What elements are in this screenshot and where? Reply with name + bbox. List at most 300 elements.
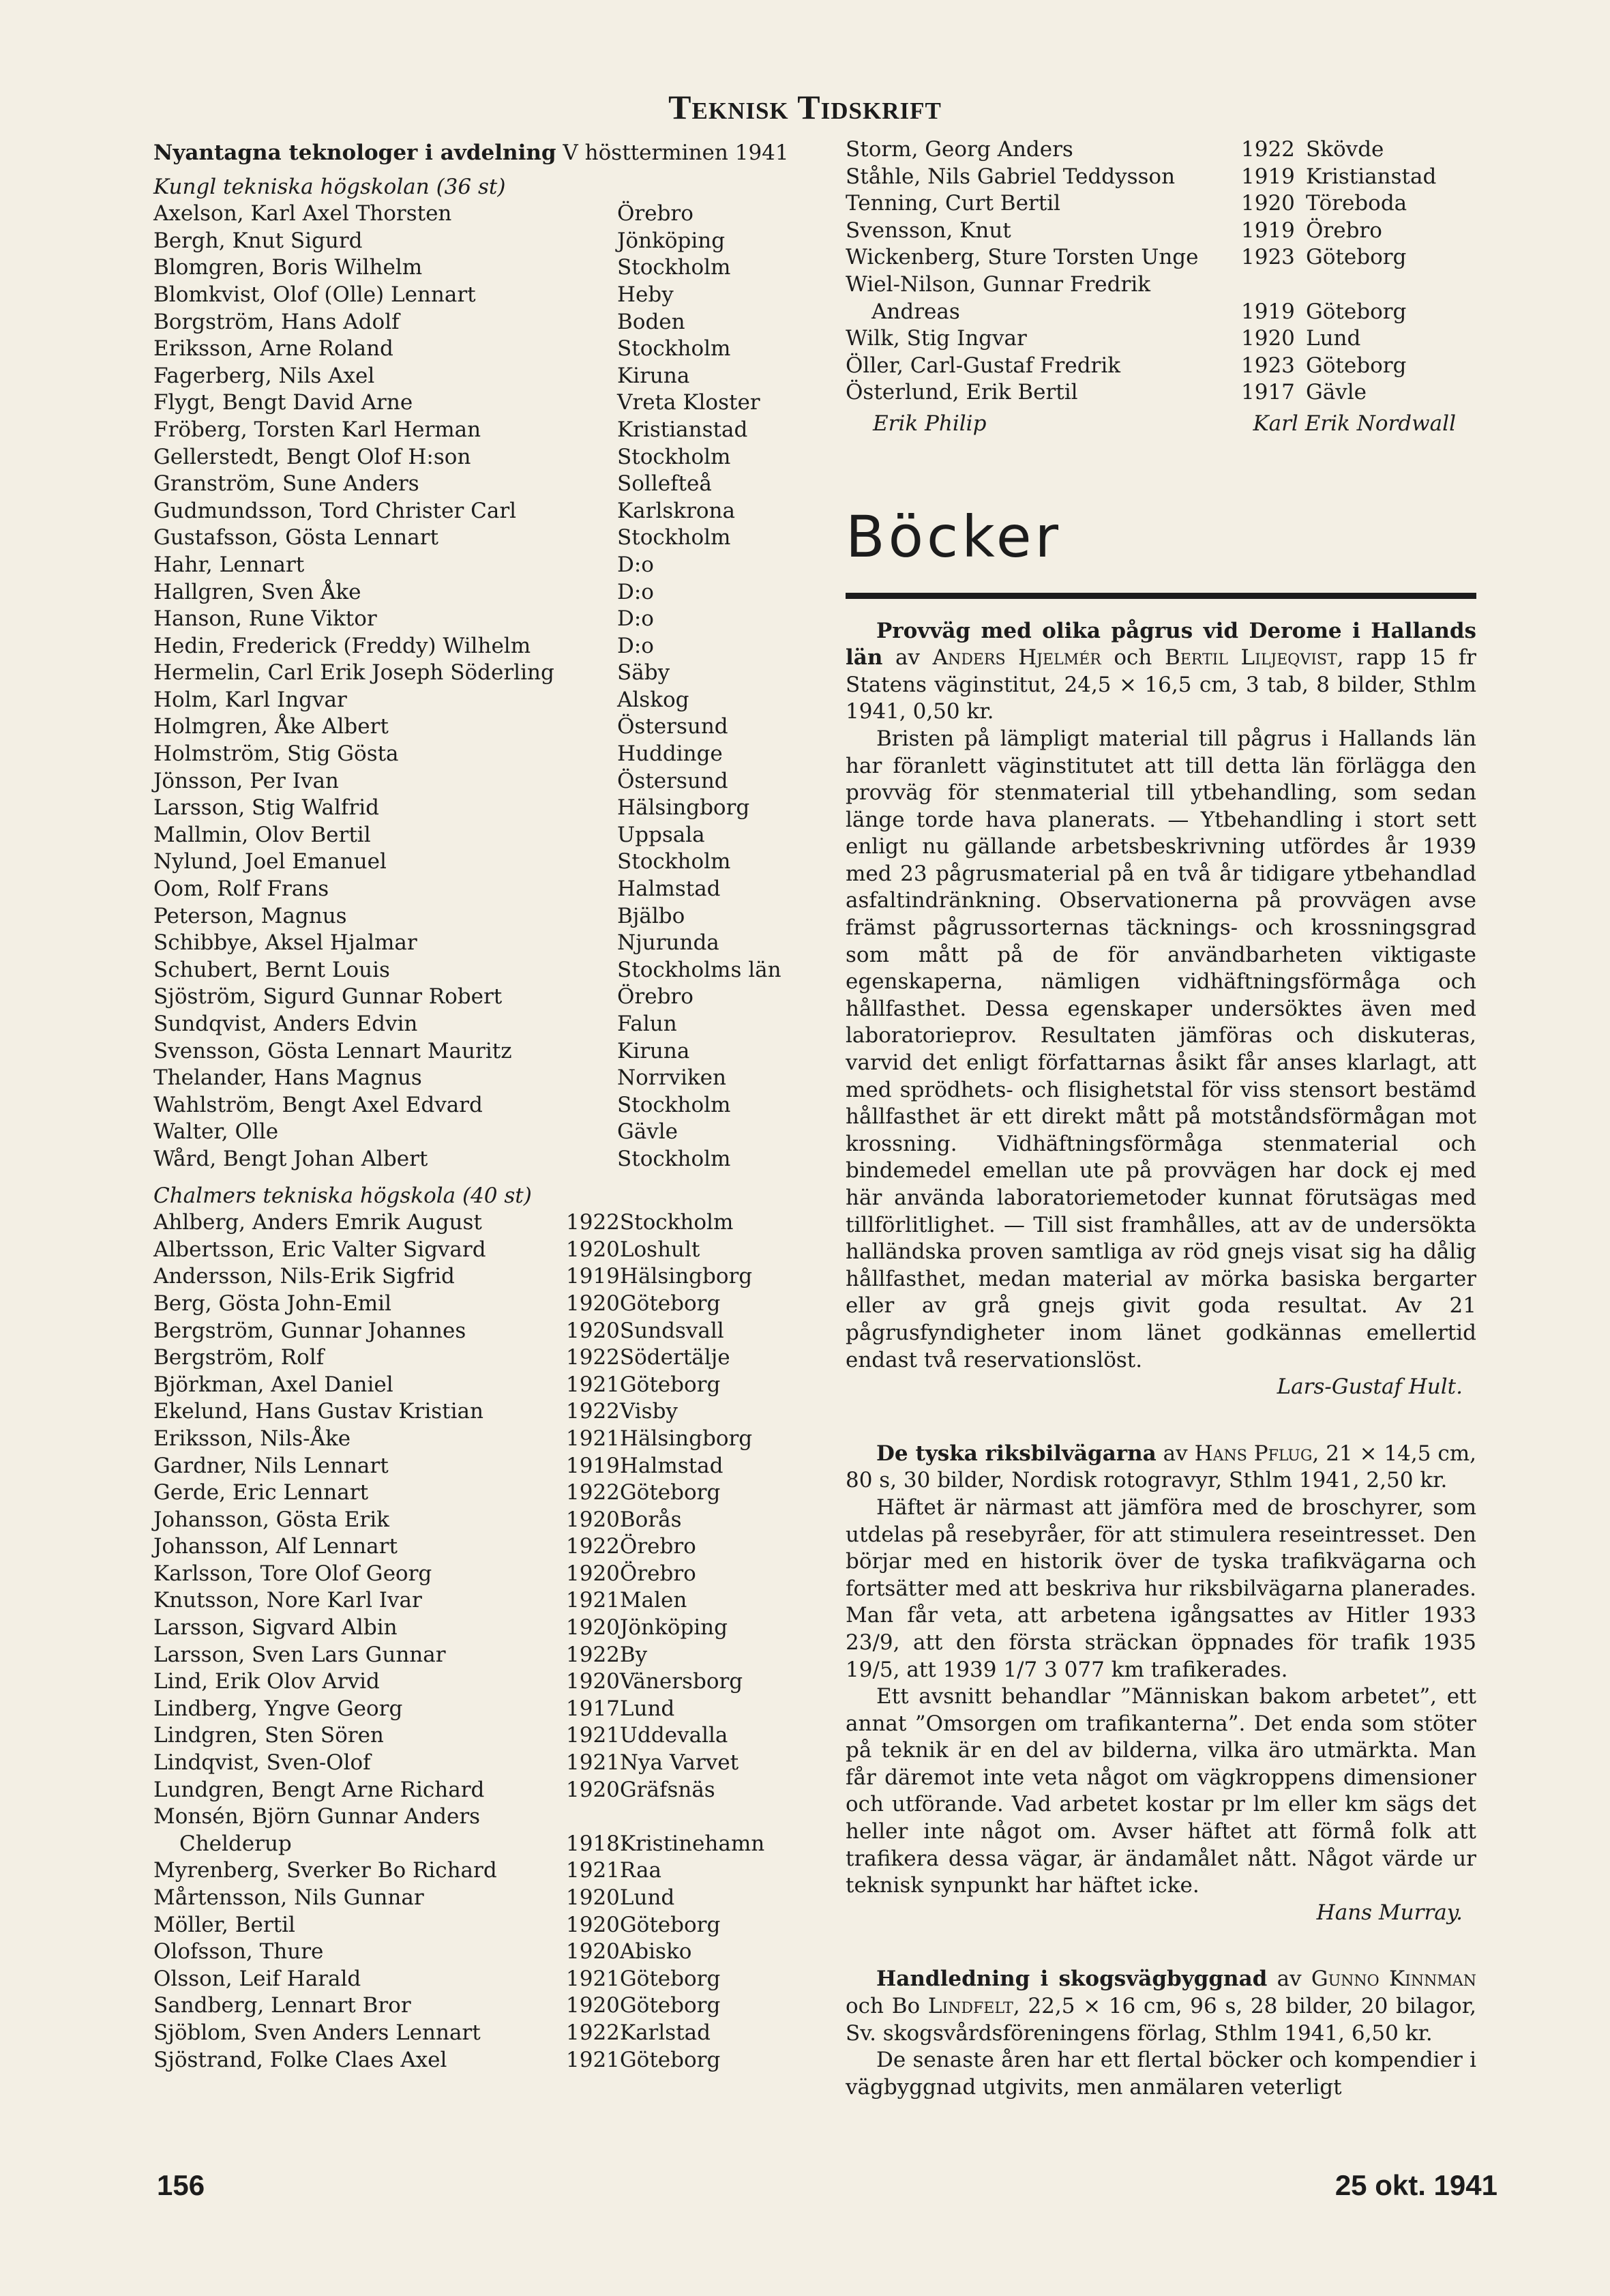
student-row <box>153 903 781 930</box>
student-row <box>153 1011 781 1038</box>
kth-heading-name: Kungl tekniska högskolan <box>153 174 430 199</box>
chalmers-heading: Chalmers tekniska högskola (40 st) <box>153 1183 532 1208</box>
student-row <box>153 1372 764 1399</box>
review-skogsvag-author1: Gunno Kinnman <box>1311 1967 1476 1992</box>
chalmers-student-table <box>153 1209 764 2074</box>
student-name: Lundgren, Bengt Arne Richard <box>153 1777 485 1802</box>
home-town: Göteborg <box>1306 245 1407 270</box>
student-name: Schubert, Bernt Louis <box>153 957 390 982</box>
student-row <box>153 1237 764 1264</box>
home-town: Kristinehamn <box>619 1831 765 1856</box>
student-row <box>153 389 781 417</box>
student-name: Bergström, Gunnar Johannes <box>153 1318 466 1343</box>
home-town: Halmstad <box>617 877 721 902</box>
student-name: Wickenberg, Sture Torsten Unge <box>846 245 1199 270</box>
student-name: Olsson, Leif Harald <box>153 1966 361 1991</box>
student-name: Lindberg, Yngve Georg <box>153 1696 403 1721</box>
student-name: Nylund, Joel Emanuel <box>153 849 387 874</box>
birth-year: 1920 <box>566 1561 620 1586</box>
home-town: Karlskrona <box>617 498 735 523</box>
student-name: Axelson, Karl Axel Thorsten <box>153 201 452 226</box>
student-name: Borgström, Hans Adolf <box>153 309 400 334</box>
student-row <box>153 687 781 714</box>
student-row <box>153 309 781 336</box>
student-row <box>846 299 1436 326</box>
page-number: 156 <box>157 2169 205 2201</box>
home-town: Malen <box>619 1588 687 1613</box>
student-row <box>153 444 781 471</box>
home-town: Jönköping <box>617 228 726 253</box>
home-town: Kiruna <box>617 363 690 388</box>
home-town: Göteborg <box>619 1291 721 1316</box>
review-riksbilvagarna-author: Hans Pflug <box>1194 1441 1313 1466</box>
birth-year: 1922 <box>566 1480 620 1505</box>
home-town: Stockholms län <box>617 957 781 982</box>
student-row <box>153 417 781 444</box>
birth-year: 1920 <box>566 1912 620 1937</box>
student-row <box>846 218 1436 245</box>
student-name: Gerde, Eric Lennart <box>153 1480 369 1505</box>
student-row <box>153 1561 764 1588</box>
kth-student-table <box>153 201 781 1173</box>
review-skogsvag-body: De senaste åren har ett flertal böcker och kompendier i vägbyggnad utgivits, men anmälaren veterligt <box>846 2048 1476 2100</box>
home-town: Sundsvall <box>619 1318 724 1343</box>
review-provvag-author2: Bertil Liljeqvist <box>1164 645 1337 671</box>
student-row <box>846 271 1436 299</box>
student-name: Fröberg, Torsten Karl Herman <box>153 417 481 442</box>
home-town: Töreboda <box>1306 191 1407 216</box>
home-town: Göteborg <box>619 1480 721 1505</box>
birth-year: 1921 <box>566 1858 620 1883</box>
student-row <box>846 190 1436 218</box>
student-name: Wahlström, Bengt Axel Edvard <box>153 1092 483 1117</box>
review-skogsvag <box>846 1966 1476 2101</box>
student-row <box>153 1398 764 1426</box>
birth-year: 1920 <box>566 1615 620 1640</box>
student-name: Blomkvist, Olof (Olle) Lennart <box>153 282 476 307</box>
home-town: Kiruna <box>617 1038 690 1063</box>
home-town: Boden <box>617 309 685 334</box>
student-row <box>153 1065 781 1092</box>
birth-year: 1920 <box>1241 191 1295 216</box>
student-row <box>153 1318 764 1345</box>
student-name: Fagerberg, Nils Axel <box>153 363 375 388</box>
review-provvag-details: , rapp 15 fr Statens väginstitut, 24,5 × 16,5 cm, 3 tab, 8 bilder, Sthlm 1941, 0,50 kr. <box>846 645 1476 724</box>
student-name: Flygt, Bengt David Arne <box>153 390 413 415</box>
home-town: Jönköping <box>619 1615 728 1640</box>
student-name: Österlund, Erik Bertil <box>846 380 1078 405</box>
home-town: Stockholm <box>617 444 731 469</box>
student-row <box>153 1092 781 1119</box>
review-skogsvag-author2: Lindfelt <box>927 1994 1013 2019</box>
student-name: Gudmundsson, Tord Christer Carl <box>153 498 517 523</box>
student-name: Albertsson, Eric Valter Sigvard <box>153 1237 486 1262</box>
birth-year <box>1241 271 1306 299</box>
home-town: Vänersborg <box>619 1669 743 1694</box>
student-name: Olofsson, Thure <box>153 1939 324 1964</box>
home-town: Lund <box>619 1885 675 1910</box>
birth-year: 1918 <box>566 1831 620 1856</box>
student-row <box>153 606 781 633</box>
student-row <box>153 1480 764 1507</box>
review-riksbilvagarna-body-1: Häftet är närmast att jämföra med de broschyrer, som utdelas på resebyråer, för att stimulera reseintresset. Den börjar med en historik över de tyska trafikvägarna och fortsätter med att beskriva hur riksbilvägarna planerades. Man får veta, att arbetena igångsattes av Hitler 1933 23/9, att den första sträckan öppnades för trafik 1935 19/5, att 1939 1/7 3 077 km trafikerades. <box>846 1495 1476 1682</box>
home-town: Örebro <box>619 1561 696 1586</box>
birth-year: 1919 <box>1241 164 1295 189</box>
student-row <box>153 2047 764 2074</box>
home-town: Abisko <box>619 1939 692 1964</box>
student-name: Lindqvist, Sven-Olof <box>153 1750 371 1776</box>
student-row <box>153 1722 764 1750</box>
home-town: Örebro <box>619 1534 696 1559</box>
home-town: Halmstad <box>619 1453 724 1478</box>
student-name: Björkman, Axel Daniel <box>153 1372 393 1397</box>
student-name: Sandberg, Lennart Bror <box>153 1993 411 2018</box>
review-skogsvag-by: av <box>1267 1967 1311 1992</box>
home-town: Stockholm <box>617 255 731 280</box>
student-row <box>153 1453 764 1480</box>
signature-left: Erik Philip <box>873 411 987 436</box>
student-row <box>153 282 781 309</box>
home-town: Göteborg <box>1306 353 1407 378</box>
birth-year <box>566 1804 620 1831</box>
birth-year: 1921 <box>566 1426 620 1451</box>
review-provvag-author1: Anders Hjelmér <box>932 645 1101 671</box>
review-provvag-signature: Lars-Gustaf Hult. <box>1277 1374 1463 1400</box>
home-town: Nya Varvet <box>619 1750 739 1776</box>
review-riksbilvagarna-signature: Hans Murray. <box>1316 1900 1463 1925</box>
student-name: Eriksson, Nils-Åke <box>153 1426 351 1451</box>
left-column <box>153 140 808 2074</box>
student-row <box>153 1804 764 1831</box>
student-name: Sjöström, Sigurd Gunnar Robert <box>153 984 503 1010</box>
birth-year: 1920 <box>566 1669 620 1694</box>
student-row <box>153 1615 764 1642</box>
student-name: Öller, Carl-Gustaf Fredrik <box>846 353 1121 378</box>
admissions-intro-bold: Nyantagna teknologer i avdelning <box>153 141 556 165</box>
home-town: Göteborg <box>619 1966 721 1991</box>
review-skogsvag-citation <box>846 1966 1476 2047</box>
student-name: Sjöblom, Sven Anders Lennart <box>153 2020 481 2045</box>
student-row <box>153 1263 764 1291</box>
birth-year: 1920 <box>566 1507 620 1532</box>
birth-year: 1919 <box>1241 218 1295 243</box>
books-section-title: Böcker <box>846 503 1062 570</box>
birth-year: 1920 <box>566 1993 620 2018</box>
home-town: Njurunda <box>617 930 719 956</box>
birth-year: 1920 <box>1241 326 1295 351</box>
student-name <box>846 299 1241 326</box>
student-row <box>153 1291 764 1318</box>
home-town: Karlstad <box>619 2020 711 2045</box>
student-row <box>153 1750 764 1777</box>
home-town: Örebro <box>617 984 694 1010</box>
home-town <box>620 1804 764 1831</box>
home-town: Hälsingborg <box>617 795 750 821</box>
student-name: Holmström, Stig Gösta <box>153 741 399 767</box>
birth-year: 1922 <box>566 1534 620 1559</box>
student-row <box>153 1119 781 1146</box>
student-row <box>153 822 781 849</box>
home-town: Göteborg <box>619 1993 721 2018</box>
student-row <box>153 201 781 228</box>
student-row <box>846 325 1436 353</box>
student-name: Jönsson, Per Ivan <box>153 768 339 793</box>
student-row <box>153 1038 781 1065</box>
student-row <box>153 957 781 984</box>
review-skogsvag-title: Handledning i skogsvägbyggnad <box>876 1967 1268 1992</box>
home-town: Stockholm <box>617 849 731 874</box>
review-provvag-by: av <box>882 645 933 671</box>
review-skogsvag-and: och Bo <box>846 1994 928 2019</box>
student-row <box>153 1642 764 1669</box>
birth-year: 1921 <box>566 1750 620 1776</box>
student-name: Holm, Karl Ingvar <box>153 687 347 712</box>
signature-right: Karl Erik Nordwall <box>1253 411 1456 436</box>
home-town: Skövde <box>1306 137 1384 162</box>
birth-year: 1922 <box>566 1345 620 1370</box>
home-town: Norrviken <box>617 1065 726 1091</box>
home-town: Östersund <box>617 768 728 793</box>
home-town: Kristianstad <box>617 417 748 442</box>
student-row <box>153 254 781 282</box>
student-name: Gellerstedt, Bengt Olof H:son <box>153 444 471 469</box>
right-column <box>846 136 1476 2101</box>
student-row <box>846 379 1436 407</box>
student-row <box>153 930 781 957</box>
student-name: Eriksson, Arne Roland <box>153 336 393 362</box>
home-town: Stockholm <box>617 1092 731 1117</box>
student-name: Mårtensson, Nils Gunnar <box>153 1885 424 1910</box>
student-name: Blomgren, Boris Wilhelm <box>153 255 423 280</box>
review-provvag-title: Provväg med olika pågrus vid Derome i Hallands län <box>846 618 1476 671</box>
home-town: Gävle <box>617 1119 679 1145</box>
student-name: Ståhle, Nils Gabriel Teddysson <box>846 164 1176 189</box>
review-provvag-citation <box>846 618 1476 726</box>
student-row <box>153 336 781 363</box>
birth-year: 1922 <box>566 1210 620 1235</box>
review-riksbilvagarna-title: De tyska riksbilvägarna <box>876 1441 1157 1466</box>
student-row <box>153 1533 764 1561</box>
birth-year: 1921 <box>566 1966 620 1991</box>
issue-date: 25 okt. 1941 <box>1335 2169 1497 2201</box>
home-town: Östersund <box>617 714 728 739</box>
birth-year: 1921 <box>566 1372 620 1397</box>
home-town: D:o <box>617 552 654 577</box>
birth-year: 1923 <box>1241 353 1295 378</box>
student-name: Walter, Olle <box>153 1119 279 1145</box>
student-name: Storm, Georg Anders <box>846 137 1073 162</box>
home-town: D:o <box>617 633 654 658</box>
student-name: Hahr, Lennart <box>153 552 305 577</box>
student-row <box>153 876 781 903</box>
birth-year: 1920 <box>566 1885 620 1910</box>
student-name: Wilk, Stig Ingvar <box>846 326 1027 351</box>
student-row <box>153 1587 764 1615</box>
student-name: Myrenberg, Sverker Bo Richard <box>153 1858 497 1883</box>
review-provvag <box>846 618 1476 1401</box>
student-row <box>153 1939 764 1966</box>
student-row <box>153 984 781 1011</box>
student-row <box>153 741 781 768</box>
student-name: Larsson, Sigvard Albin <box>153 1615 398 1640</box>
student-name: Bergh, Knut Sigurd <box>153 228 363 253</box>
home-town: Vreta Kloster <box>617 390 760 415</box>
home-town: Uppsala <box>617 822 705 847</box>
home-town: Gävle <box>1306 380 1367 405</box>
home-town: By <box>619 1642 648 1667</box>
home-town: Sollefteå <box>617 471 712 497</box>
student-name: Gustafsson, Gösta Lennart <box>153 525 438 550</box>
student-name: Larsson, Stig Walfrid <box>153 795 379 821</box>
student-name <box>153 1831 566 1858</box>
student-name: Johansson, Alf Lennart <box>153 1534 398 1559</box>
home-town: Bjälbo <box>617 903 685 928</box>
review-riksbilvagarna-by: av <box>1156 1441 1195 1466</box>
student-name: Andersson, Nils-Erik Sigfrid <box>153 1264 455 1289</box>
home-town: Raa <box>619 1858 661 1883</box>
home-town: Lund <box>619 1696 675 1721</box>
home-town: Stockholm <box>617 1146 731 1171</box>
birth-year: 1920 <box>566 1777 620 1802</box>
birth-year: 1920 <box>566 1237 620 1262</box>
student-row <box>153 1146 781 1173</box>
student-row <box>846 353 1436 380</box>
student-row <box>153 1668 764 1696</box>
home-town: Göteborg <box>1306 299 1407 324</box>
student-name: Ekelund, Hans Gustav Kristian <box>153 1399 483 1424</box>
home-town: Falun <box>617 1012 677 1036</box>
student-name: Hermelin, Carl Erik Joseph Söderling <box>153 660 554 686</box>
birth-year: 1917 <box>1241 380 1295 405</box>
student-row <box>153 1992 764 2020</box>
student-name: Holmgren, Åke Albert <box>153 714 389 739</box>
chalmers-student-table-continued <box>846 136 1436 407</box>
review-riksbilvagarna <box>846 1441 1476 1927</box>
student-row <box>153 471 781 498</box>
home-town: Stockholm <box>619 1210 734 1235</box>
kth-heading-count: (36 st) <box>429 174 506 199</box>
review-riksbilvagarna-body-2: Ett avsnitt behandlar ”Människan bakom arbetet”, ett annat ”Omsorgen om trafikanterna”. Det enda som stöter på teknik är en del av bilderna, vilka äro utmärkta. Man får däremot inte veta något om vägkroppens dimensioner och utförande. Vad arbetet kostar pr lm eller km sägs det heller inte något om. Avser häftet att förmå folk att trafikera dessa vägar, är ändamålet nått. Något värde ur teknisk synpunkt har häftet icke. <box>846 1684 1476 1898</box>
student-row <box>153 1857 764 1885</box>
home-town: Säby <box>617 660 670 686</box>
student-name: Svensson, Gösta Lennart Mauritz <box>153 1038 512 1063</box>
home-town: Göteborg <box>619 1372 721 1397</box>
birth-year: 1922 <box>566 1642 620 1667</box>
student-name: Johansson, Gösta Erik <box>153 1507 389 1532</box>
student-row <box>153 1777 764 1804</box>
home-town: Stockholm <box>617 525 731 550</box>
student-row <box>153 795 781 822</box>
birth-year: 1922 <box>566 1399 620 1424</box>
student-name: Karlsson, Tore Olof Georg <box>153 1561 432 1586</box>
home-town: Hälsingborg <box>619 1426 753 1451</box>
student-name: Thelander, Hans Magnus <box>153 1065 422 1091</box>
student-name-continued: Chelderup <box>179 1831 292 1856</box>
student-row <box>153 498 781 525</box>
birth-year: 1919 <box>566 1264 620 1289</box>
birth-year: 1919 <box>566 1453 620 1478</box>
student-row <box>153 552 781 579</box>
student-row <box>846 244 1436 271</box>
student-row <box>153 660 781 687</box>
student-name: Tenning, Curt Bertil <box>846 191 1061 216</box>
student-name: Möller, Bertil <box>153 1912 295 1937</box>
student-name-continued: Andreas <box>871 299 960 324</box>
home-town: Heby <box>617 282 674 307</box>
home-town: Örebro <box>617 201 694 226</box>
committee-signatures <box>846 407 1476 438</box>
student-name: Schibbye, Aksel Hjalmar <box>153 930 417 956</box>
student-row <box>153 1885 764 1912</box>
student-row <box>153 1912 764 1939</box>
home-town: Göteborg <box>619 1912 721 1937</box>
birth-year: 1921 <box>566 1588 620 1613</box>
home-town <box>1306 271 1436 299</box>
student-name: Wiel-Nilson, Gunnar Fredrik <box>846 271 1151 297</box>
home-town: Gräfsnäs <box>619 1777 715 1802</box>
student-name: Granström, Sune Anders <box>153 471 419 497</box>
student-name: Svensson, Knut <box>846 218 1011 243</box>
birth-year: 1921 <box>566 1723 620 1748</box>
student-row <box>153 768 781 795</box>
home-town: Lund <box>1306 326 1361 351</box>
student-row <box>153 228 781 255</box>
student-name: Berg, Gösta John-Emil <box>153 1291 391 1316</box>
student-row <box>153 525 781 552</box>
home-town: D:o <box>617 579 654 604</box>
home-town: Huddinge <box>617 741 723 767</box>
student-row <box>846 136 1436 164</box>
home-town: Visby <box>619 1399 678 1424</box>
home-town: Örebro <box>1306 218 1382 243</box>
student-row <box>153 363 781 390</box>
birth-year: 1917 <box>566 1696 620 1721</box>
review-provvag-body: Bristen på lämpligt material till pågrus i Hallands län har föranlett väginstitutet att till detta län förlägga den provväg för stenmaterial till ytbehandling, som sedan länge torde hava planerats. — Ytbehandling i stort sett enligt nu gällande arbetsbeskrivning utfördes år 1939 med 23 pågrusmaterial på en två år tidigare ytbehandlad asfaltindränkning. Observationerna på provvägen avse främst pågrussorternas täcknings- och krossningsgrad som mått på de för användbarheten viktigaste egenskaperna, nämligen vidhäftningsförmåga och hållfasthet. Dessa egenskaper undersöktes även med laboratorieprov. Resultaten jämföras och diskuteras, varvid det enligt författarnas åsikt får anses klarlagt, att med sprödhets- och flisighetstal för viss stensort bestämd hållfasthet är ett direkt mått på motståndsförmågan mot krossning. Vidhäftningsförmåga stenmaterial och bindemedel emellan ute på provvägen har dock ej med här använda laboratoriemetoder kunnat förutsägas med tillförlitlighet. — Till sist framhålles, att av de undersökta halländska proven samtliga av röd gnejs visat sig ha dålig hållfasthet, medan material av mörka basiska bergarter eller av grå gnejs givit goda resultat. Av 21 pågrusfyndigheter inom länet godkännas emellertid endast två reservationslöst. <box>846 726 1476 1372</box>
home-town: Borås <box>619 1507 682 1532</box>
admissions-intro <box>153 140 808 167</box>
birth-year: 1922 <box>1241 137 1295 162</box>
student-row <box>153 1209 764 1237</box>
home-town: Loshult <box>619 1237 700 1262</box>
student-row <box>153 1696 764 1723</box>
home-town: Uddevalla <box>619 1723 728 1748</box>
home-town: D:o <box>617 606 654 632</box>
birth-year: 1923 <box>1241 245 1295 270</box>
student-name: Hallgren, Sven Åke <box>153 579 361 604</box>
student-row <box>153 1831 764 1858</box>
student-name: Hanson, Rune Viktor <box>153 606 377 632</box>
birth-year: 1922 <box>566 2020 620 2045</box>
journal-title: Teknisk Tidskrift <box>668 88 942 126</box>
student-row <box>153 633 781 660</box>
review-riksbilvagarna-details: , 21 × 14,5 cm, 80 s, 30 bilder, Nordisk rotogravyr, Sthlm 1941, 2,50 kr. <box>846 1441 1477 1493</box>
birth-year: 1920 <box>566 1291 620 1316</box>
birth-year: 1920 <box>566 1318 620 1343</box>
student-name: Sjöstrand, Folke Claes Axel <box>153 2047 447 2072</box>
student-row <box>153 1966 764 1993</box>
home-town: Göteborg <box>619 2047 721 2072</box>
student-name: Hedin, Frederick (Freddy) Wilhelm <box>153 633 531 658</box>
admissions-intro-rest: V höstterminen 1941 <box>556 141 789 165</box>
student-name: Sundqvist, Anders Edvin <box>153 1012 418 1036</box>
student-name: Larsson, Sven Lars Gunnar <box>153 1642 446 1667</box>
review-skogsvag-details: , 22,5 × 16 cm, 96 s, 28 bilder, 20 bilagor, Sv. skogsvårdsföreningens förlag, Sthlm 1941, 6,50 kr. <box>846 1994 1476 2046</box>
student-name: Ahlberg, Anders Emrik August <box>153 1210 482 1235</box>
student-name: Bergström, Rolf <box>153 1345 325 1370</box>
kth-heading <box>153 174 808 201</box>
student-row <box>153 2020 764 2047</box>
student-name: Wård, Bengt Johan Albert <box>153 1146 428 1171</box>
